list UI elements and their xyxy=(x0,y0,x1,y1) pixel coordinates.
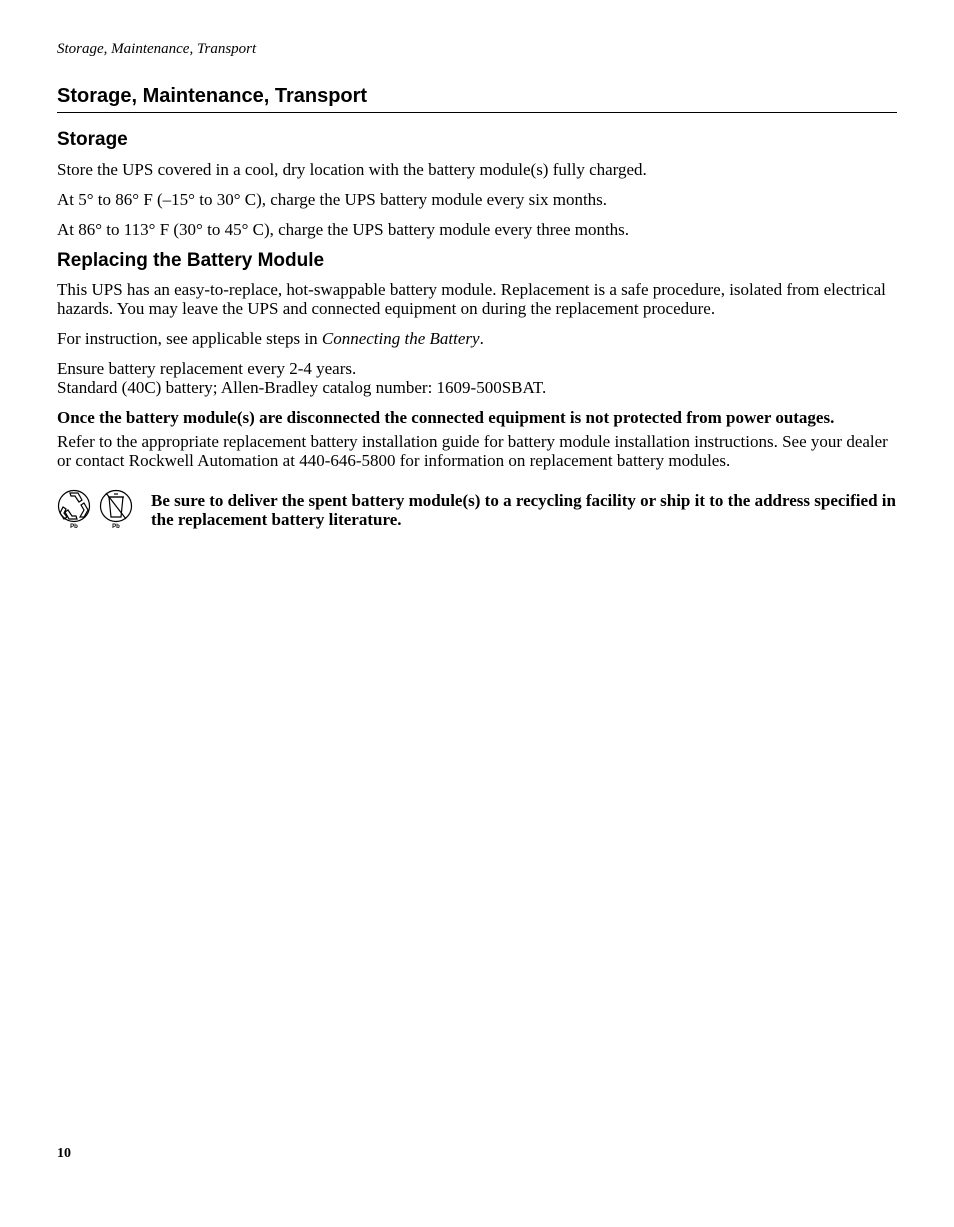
disconnect-warning: Once the battery module(s) are disconnected the connected equipment is not protected from power outages. xyxy=(57,408,835,427)
catalog-number: Standard (40C) battery; Allen-Bradley catalog number: 1609-500SBAT. xyxy=(57,378,547,397)
instruction-reference: Connecting the Battery xyxy=(321,329,480,348)
crossed-bin-icon xyxy=(99,489,133,529)
recycle-icon-label: Pb xyxy=(70,524,78,529)
instruction-prefix: For instruction, see applicable steps in xyxy=(57,329,322,348)
page-content xyxy=(57,129,899,529)
storage-paragraph-1: Store the UPS covered in a cool, dry location with the battery module(s) fully charged. xyxy=(57,160,647,179)
refer-paragraph: Refer to the appropriate replacement battery installation guide for battery module installation instructions. See your dealer or contact Rockwell Automation at 440-646-5800 for information on replacement battery modules. xyxy=(57,432,888,470)
page-number: 10 xyxy=(57,1146,71,1161)
running-header: Storage, Maintenance, Transport xyxy=(57,41,257,57)
recycle-note-icons xyxy=(57,489,151,529)
crossed-bin-icon-label: Pb xyxy=(112,524,120,529)
section-title: Storage, Maintenance, Transport xyxy=(57,85,897,113)
replacing-instruction xyxy=(57,329,899,348)
replacing-details xyxy=(57,359,899,397)
storage-heading: Storage xyxy=(57,129,128,150)
recycle-note-text: Be sure to deliver the spent battery module(s) to a recycling facility or ship it to the address specified in the replacement battery literature. xyxy=(151,491,896,529)
replacement-interval: Ensure battery replacement every 2-4 years. xyxy=(57,359,357,378)
recycle-icon xyxy=(57,489,91,529)
recycle-note xyxy=(57,491,899,529)
storage-paragraph-2: At 5° to 86° F (–15° to 30° C), charge the UPS battery module every six months. xyxy=(57,190,608,209)
storage-paragraph-3: At 86° to 113° F (30° to 45° C), charge the UPS battery module every three months. xyxy=(57,220,630,239)
replacing-intro: This UPS has an easy-to-replace, hot-swappable battery module. Replacement is a safe procedure, isolated from electrical hazards. You may leave the UPS and connected equipment on during the replacement procedure. xyxy=(57,280,886,318)
replacing-heading: Replacing the Battery Module xyxy=(57,250,325,271)
instruction-suffix: . xyxy=(479,329,484,348)
